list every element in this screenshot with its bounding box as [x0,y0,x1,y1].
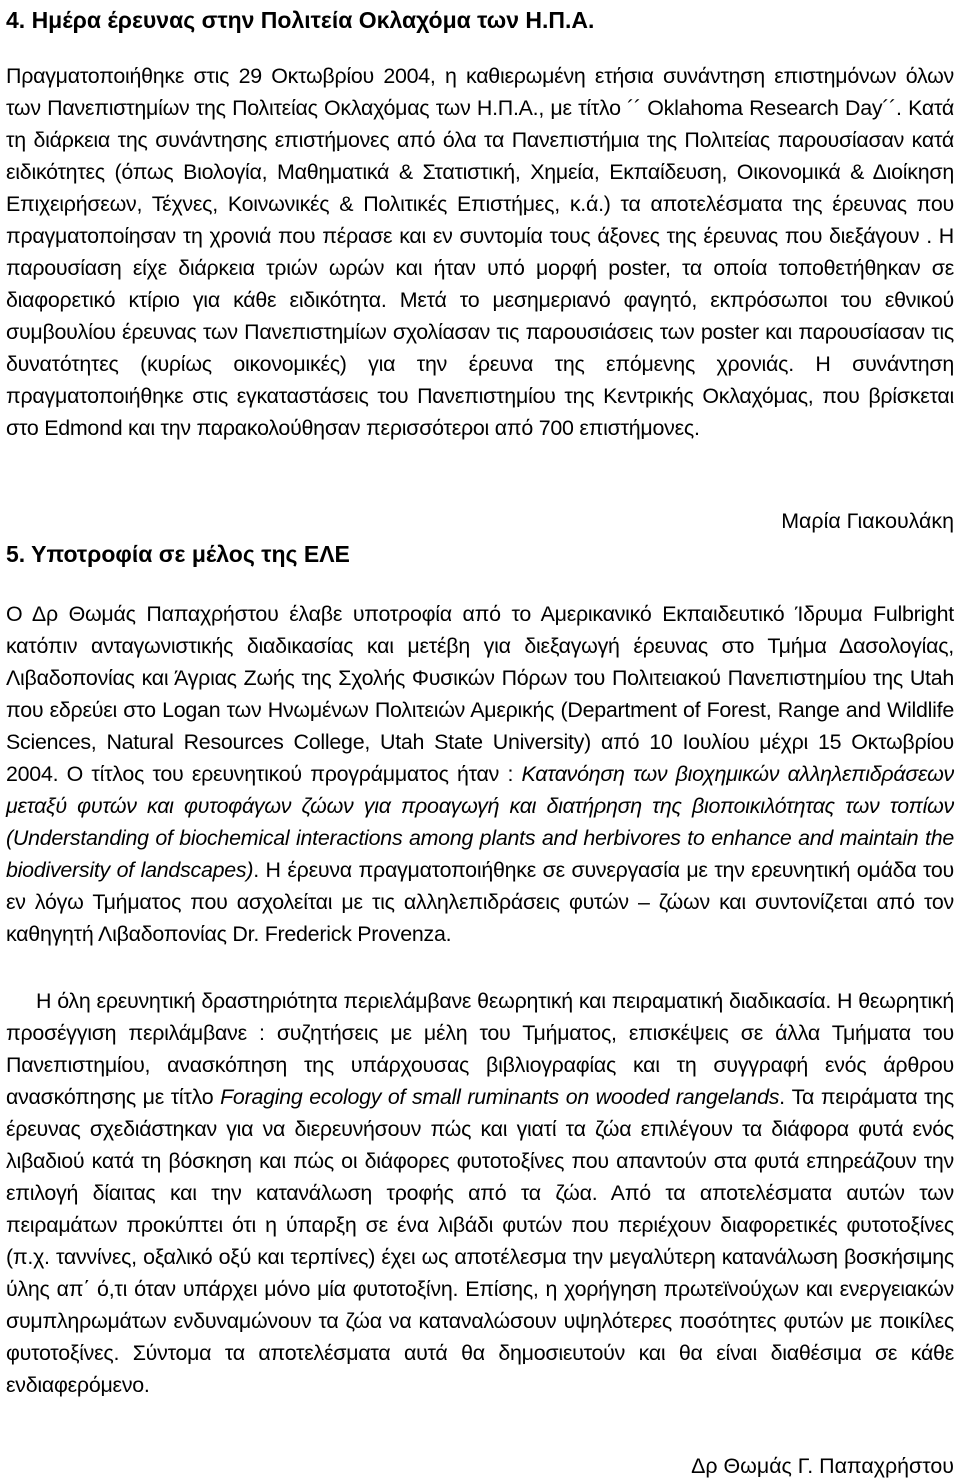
section-4-paragraph: Πραγματοποιήθηκε στις 29 Οκτωβρίου 2004, η καθιερωμένη ετήσια συνάντηση επιστημόνων όλων των Πανεπιστημίων της Πολιτείας Οκλαχόμας των Η.Π.Α., με τίτλο ´´ Oklahoma Research Day´´. Κατά τη διάρκεια της συνάντησης επιστήμονες από όλα τα Πανεπιστήμια της Πολιτείας παρουσίασαν κατά ειδικότητες (όπως Βιολογία, Μαθηματικά & Στατιστική, Χημεία, Εκπαίδευση, Οικονομικά & Διοίκηση Επιχειρήσεων, Τέχνες, Κοινωνικές & Πολιτικές Επιστήμες, κ.ά.) τα αποτελέσματα της έρευνας που πραγματοποίησαν τη χρονιά που πέρασε και εν συντομία τους άξονες της έρευνας που διεξάγουν . Η παρουσίαση είχε διάρκεια τριών ωρών και ήταν υπό μορφή poster, τα οποία τοποθετήθηκαν σε διαφορετικό κτίριο για κάθε ειδικότητα. Μετά το μεσημεριανό φαγητό, εκπρόσωποι του εθνικού συμβουλίου έρευνας των Πανεπιστημίων σχολίασαν τις παρουσιάσεις των poster και παρουσίασαν τις δυνατότητες (κυρίως οικονομικές) για την έρευνα της επόμενης χρονιάς. Η συνάντηση πραγματοποιήθηκε στις εγκαταστάσεις του Πανεπιστημίου της Κεντρικής Οκλαχόμας, που βρίσκεται στο Edmond και την παρακολούθησαν περισσότεροι από 700 επιστήμονες. [6,64,954,440]
paragraph-2-outro: . Τα πειράματα της έρευνας σχεδιάστηκαν για να διερευνήσουν πώς και γιατί τα ζώα επιλέγουν τα διάφορα φυτά ενός λιβαδιού κατά τη βόσκηση και πώς οι διάφορες φυτοτοξίνες που απαντούν στα φυτά επηρεάζουν την επιλογή δίαιτας και την κατανάλωση τροφής από τα ζώα. Από τα αποτελέσματα αυτών των πειραμάτων προκύπτει ότι η ύπαρξη σε ένα λιβάδι φυτών που περιέχουν διαφορετικές φυτοτοξίνες (π.χ. ταννίνες, οξαλικό οξύ και τερπίνες) έχει ως αποτέλεσμα την μεγαλύτερη κατανάλωση βοσκήσιμης ύλης απ΄ ό,τι όταν υπάρχει μόνο μία φυτοτοξίνη. Επίσης, η χορήγηση πρωτεϊνούχων και ενεργειακών συμπληρωμάτων ενδυναμώνουν τα ζώα να καταναλώσουν υψηλότερες ποσότητες φυτών με ποικίλες φυτοτοξίνες. Σύντομα τα αποτελέσματα αυτά θα δημοσιευτούν και θα είναι διαθέσιμα σε κάθε ενδιαφερόμενο. [6,1085,954,1397]
research-project-title: Κατανόηση των βιοχημικών αλληλεπιδράσεων μεταξύ φυτών και φυτοφάγων ζώων για προαγωγή και διατήρηση της βιοποικιλότητας των τοπίων (Understanding of biochemical interactions among plants and herbivores to enhance and maintain the biodiversity of landscapes) [6,762,954,882]
section-5-heading: 5. Υποτροφία σε μέλος της ΕΛΕ [6,541,350,567]
section-5-paragraph-1 [6,598,954,950]
review-article-title: Foraging ecology of small ruminants on wooded rangelands [220,1085,780,1109]
section-4-signature: Μαρία Γιακουλάκη [781,509,954,533]
section-4-heading: 4. Ημέρα έρευνας στην Πολιτεία Οκλαχόμα των Η.Π.Α. [6,7,595,33]
paragraph-2-intro: Η όλη ερευνητική δραστηριότητα περιελάμβανε θεωρητική και πειραματική διαδικασία. Η θεωρητική προσέγγιση περιλάμβανε : συζητήσεις με μέλη του Τμήματος, επισκέψεις σε άλλα Τμήματα του Πανεπιστημίου, ανασκόπηση της υπάρχουσας βιβλιογραφίας και τη συγγραφή ενός άρθρου ανασκόπησης με τίτλο [6,989,954,1109]
section-5-signature: Δρ Θωμάς Γ. Παπαχρήστου [691,1454,954,1478]
paragraph-1-outro: . Η έρευνα πραγματοποιήθηκε σε συνεργασία με την ερευνητική ομάδα του εν λόγω Τμήματος που ασχολείται με τις αλληλεπιδράσεις φυτών – ζώων και συντονίζεται από τον καθηγητή Λιβαδοπονίας Dr. Frederick Provenza. [6,858,954,946]
section-5-paragraph-2 [6,985,954,1401]
paragraph-1-intro: Ο Δρ Θωμάς Παπαχρήστου έλαβε υποτροφία από το Αμερικανικό Εκπαιδευτικό Ίδρυμα Fulbright κατόπιν ανταγωνιστικής διαδικασίας και μετέβη για διεξαγωγή έρευνας στο Τμήμα Δασολογίας, Λιβαδοπονίας και Άγριας Ζωής της Σχολής Φυσικών Πόρων του Πολιτειακού Πανεπιστημίου της Utah που εδρεύει στο Logan των Ηνωμένων Πολιτειών Αμερικής (Department of Forest, Range and Wildlife Sciences, Natural Resources College, Utah State University) από 10 Ιουλίου μέχρι 15 Οκτωβρίου 2004. Ο τίτλος του ερευνητικού προγράμματος ήταν : [6,602,954,786]
